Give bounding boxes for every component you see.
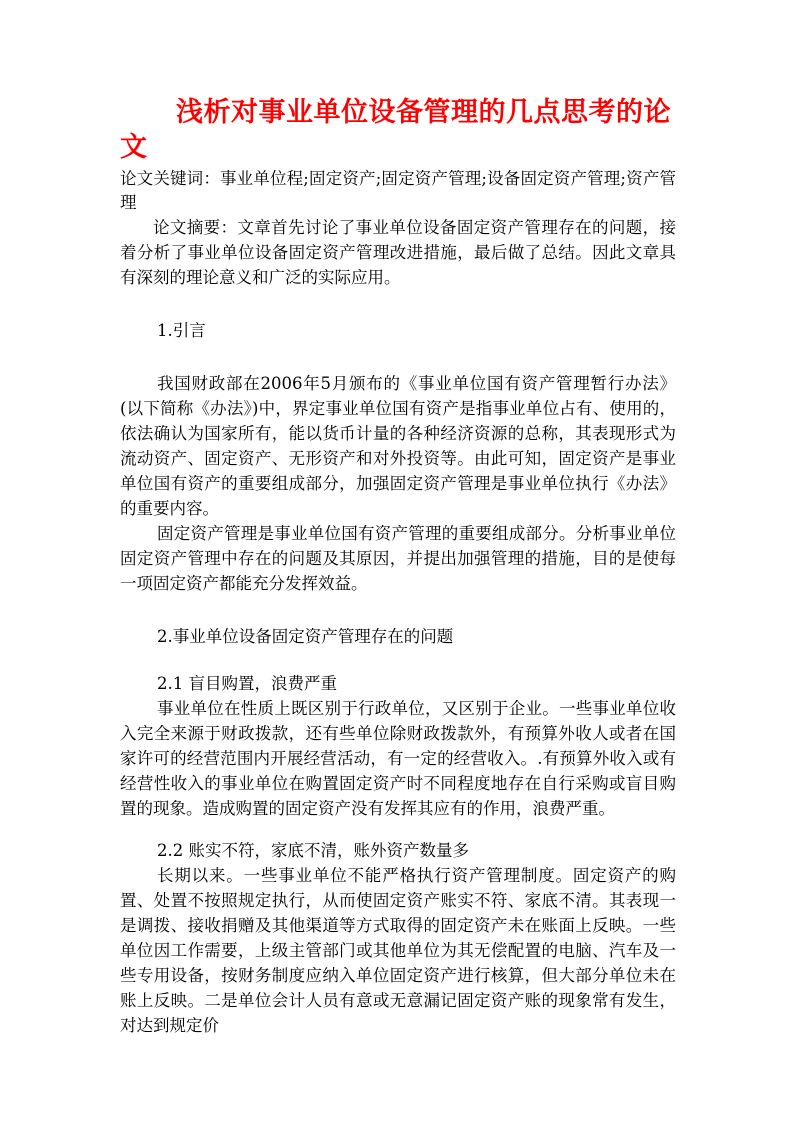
body-paragraph: 固定资产管理是事业单位国有资产管理的重要组成部分。分析事业单位固定资产管理中存在的问题及其原因，并提出加强管理的措施，目的是使每一项固定资产都能充分发挥效益。 [120, 524, 676, 593]
keywords-line: 论文关键词：事业单位程;固定资产;固定资产管理;设备固定资产管理;资产管理 [120, 169, 676, 212]
section-heading-introduction: 1.引言 [157, 321, 206, 340]
section-heading-problems: 2.事业单位设备固定资产管理存在的问题 [157, 627, 454, 646]
document-title: 浅析对事业单位设备管理的几点思考的论文 [120, 97, 671, 163]
body-paragraph: 长期以来。一些事业单位不能严格执行资产管理制度。固定资产的购置、处置不按照规定执行，从而使固定资产账实不符、家底不清。其表现一是调拨、接收捐赠及其他渠道等方式取得的固定资产未在账面上反映。一些单位因工作需要，上级主管部门或其他单位为其无偿配置的电脑、汽车及一些专用设备，按财务制度应纳入单位固定资产进行核算，但大部分单位未在账上反映。二是单位会计人员有意或无意漏记固定资产账的现象常有发生，对达到规定价 [120, 866, 676, 1035]
document-page [120, 95, 676, 1038]
subsection-heading-blind-purchase: 2.1 盲目购置，浪费严重 [157, 674, 337, 693]
subsection-heading-account-mismatch: 2.2 账实不符，家底不清，账外资产数量多 [157, 841, 469, 860]
body-paragraph: 我国财政部在2006年5月颁布的《事业单位国有资产管理暂行办法》(以下简称《办法》)中，界定事业单位国有资产是指事业单位占有、使用的，依法确认为国家所有，能以货币计量的各种经济资源的总称，其表现形式为流动资产、固定资产、无形资产和对外投资等。由此可知，固定资产是事业单位国有资产的重要组成部分，加强固定资产管理是事业单位执行《办法》的重要内容。 [120, 374, 676, 518]
abstract-paragraph: 论文摘要：文章首先讨论了事业单位设备固定资产管理存在的问题，接着分析了事业单位设备固定资产管理改进措施，最后做了总结。因此文章具有深刻的理论意义和广泛的实际应用。 [120, 218, 676, 287]
body-paragraph: 事业单位在性质上既区别于行政单位，又区别于企业。一些事业单位收入完全来源于财政拨款，还有些单位除财政拨款外，有预算外收人或者在国家许可的经营范围内开展经营活动，有一定的经营收入。.有预算外收入或有经营性收入的事业单位在购置固定资产时不同程度地存在自行采购或盲目购置的现象。造成购置的固定资产没有发挥其应有的作用，浪费严重。 [120, 699, 676, 818]
